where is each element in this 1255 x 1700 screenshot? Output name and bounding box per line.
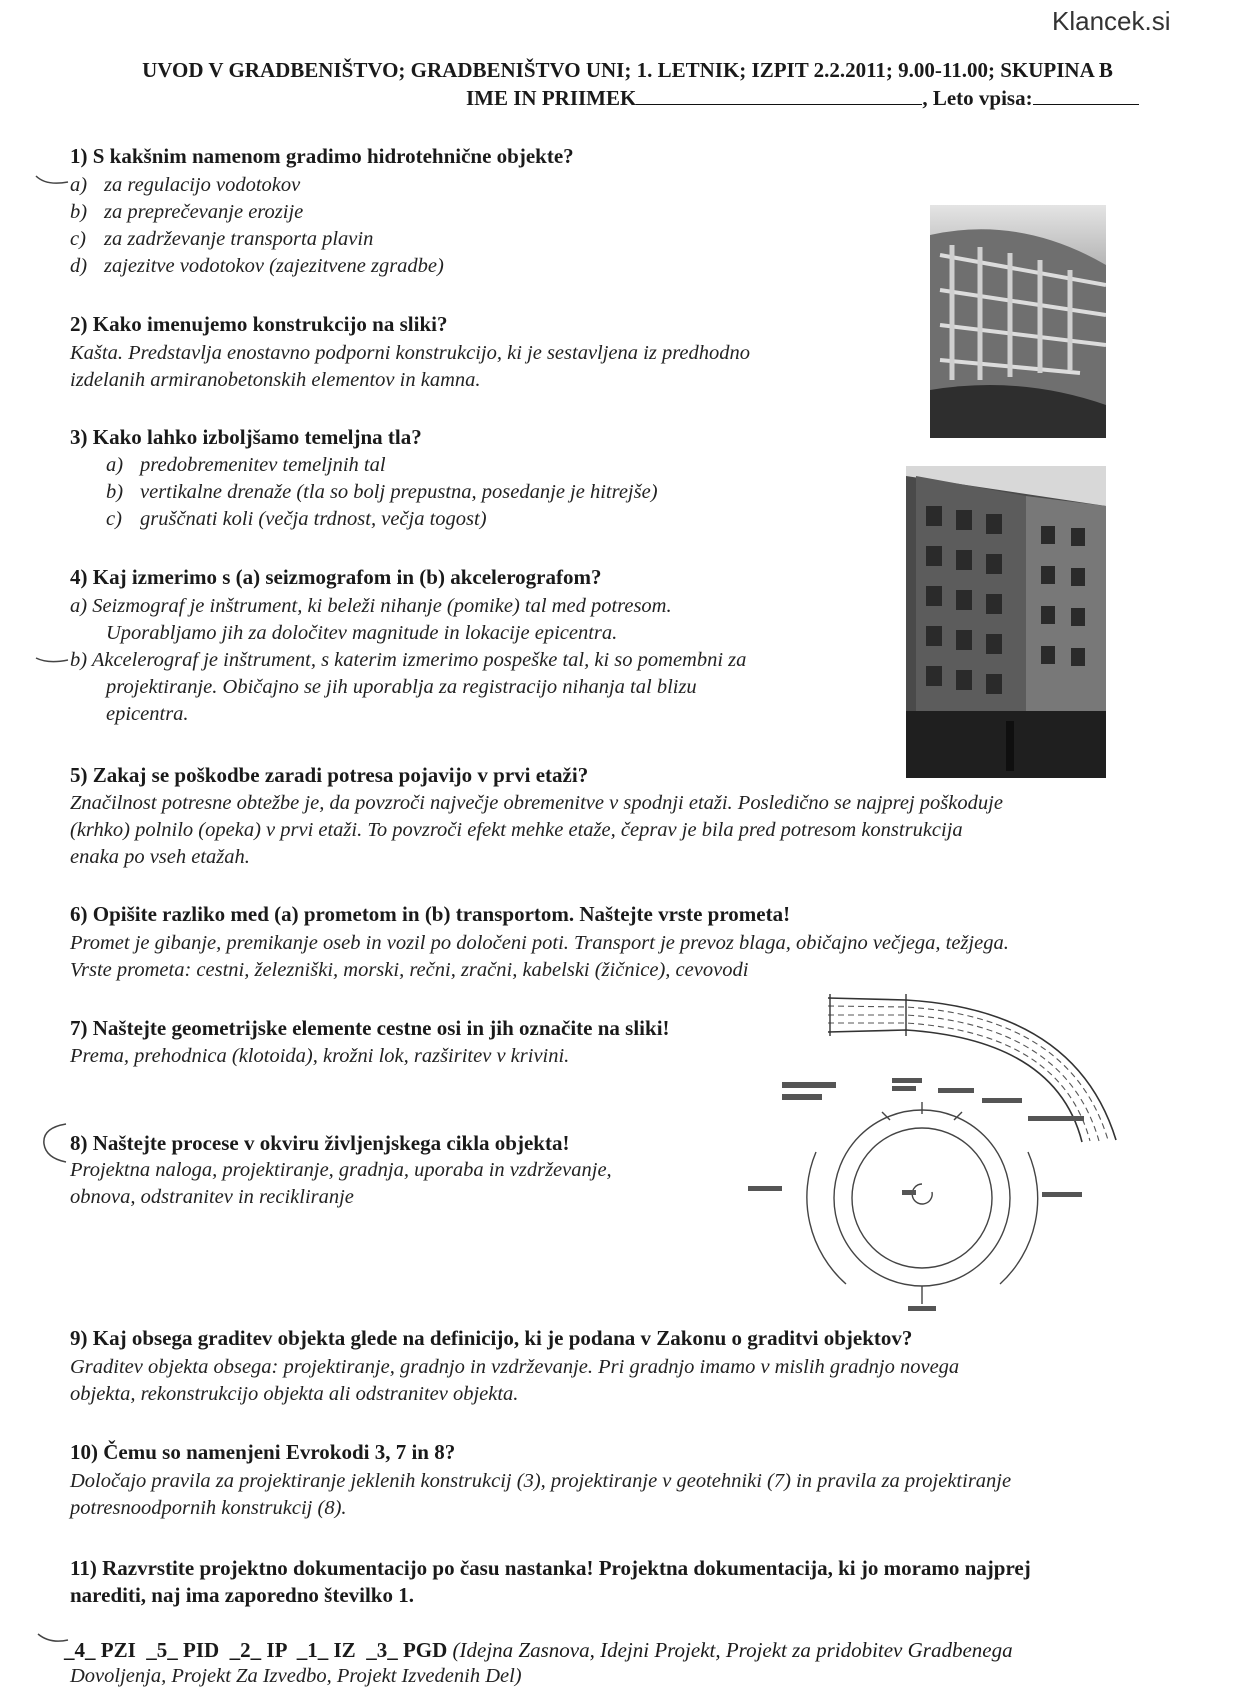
question-1-option: a) za regulacijo vodotokov	[70, 174, 301, 196]
question-4-title: 4) Kaj izmerimo s (a) seizmografom in (b) akcelerografom?	[70, 565, 602, 589]
question-1-option: d) zajezitve vodotokov (zajezitvene zgradbe)	[70, 255, 444, 277]
check-mark-icon	[36, 1118, 72, 1166]
retaining-wall-photo	[930, 205, 1106, 438]
question-4-answer-line: b) Akcelerograf je inštrument, s katerim izmerimo pospeške tal, ki so pomembni za	[70, 649, 747, 671]
year-blank	[1033, 86, 1139, 105]
exam-header-title: UVOD V GRADBENIŠTVO; GRADBENIŠTVO UNI; 1. LETNIK; IZPIT 2.2.2011; 9.00-11.00; SKUPINA B	[142, 58, 1113, 82]
question-3-option: c) gruščnati koli (večja trdnost, večja togost)	[106, 508, 487, 530]
question-10-answer-line: potresnoodpornih konstrukcij (8).	[70, 1497, 347, 1519]
question-9-answer-line: objekta, rekonstrukcijo objekta ali odstranitev objekta.	[70, 1383, 519, 1405]
question-11-title-cont: narediti, naj ima zaporedno številko 1.	[70, 1583, 414, 1607]
question-10-answer-line: Določajo pravila za projektiranje jeklenih konstrukcij (3), projektiranje v geotehniki (7) in pravila za projektiranje	[70, 1470, 1012, 1492]
name-line	[466, 86, 1139, 111]
question-1-title: 1) S kakšnim namenom gradimo hidrotehnične objekte?	[70, 144, 574, 168]
question-8-title: 8) Naštejte procese v okviru življenjskega cikla objekta!	[70, 1131, 570, 1155]
question-7-title: 7) Naštejte geometrijske elemente cestne osi in jih označite na sliki!	[70, 1016, 670, 1040]
question-3-title: 3) Kako lahko izboljšamo temeljna tla?	[70, 425, 422, 449]
building-photo	[906, 466, 1106, 778]
question-5-answer-line: Značilnost potresne obtežbe je, da povzroči največje obremenitve v spodnji etaži. Posledično se najprej poškoduje	[70, 792, 1003, 814]
name-label: IME IN PRIIMEK	[466, 86, 637, 110]
question-10-title: 10) Čemu so namenjeni Evrokodi 3, 7 in 8?	[70, 1440, 456, 1464]
check-mark-icon	[36, 1630, 72, 1650]
question-5-answer-line: enaka po vseh etažah.	[70, 846, 250, 868]
question-4-answer-line: projektiranje. Običajno se jih uporablja za registracijo nihanja tal blizu	[106, 676, 697, 698]
question-6-title: 6) Opišite razliko med (a) prometom in (b) transportom. Naštejte vrste prometa!	[70, 902, 791, 926]
name-blank	[636, 86, 922, 105]
watermark: Klancek.si	[1052, 6, 1171, 36]
question-9-answer-line: Graditev objekta obsega: projektiranje, gradnjo in vzdrževanje. Pri gradnjo imamo v mislih gradnjo novega	[70, 1356, 960, 1378]
question-1-option: c) za zadrževanje transporta plavin	[70, 228, 374, 250]
question-4-answer-line: Uporabljamo jih za določitev magnitude in lokacije epicentra.	[106, 622, 618, 644]
life-cycle-diagram	[742, 1072, 1098, 1312]
question-2-answer-line: izdelanih armiranobetonskih elementov in kamna.	[70, 369, 481, 391]
question-8-answer-line: obnova, odstranitev in recikliranje	[70, 1186, 354, 1208]
question-5-title: 5) Zakaj se poškodbe zaradi potresa pojavijo v prvi etaži?	[70, 763, 589, 787]
question-9-title: 9) Kaj obsega graditev objekta glede na definicijo, ki je podana v Zakonu o graditvi objektov?	[70, 1326, 913, 1350]
question-4-answer-line: epicentra.	[106, 703, 189, 725]
question-4-answer-line: a) Seizmograf je inštrument, ki beleži nihanje (pomike) tal med potresom.	[70, 595, 672, 617]
question-6-answer-line: Vrste prometa: cestni, železniški, morski, rečni, zračni, kabelski (žičnice), cevovodi	[70, 959, 749, 981]
question-8-answer-line: Projektna naloga, projektiranje, gradnja, uporaba in vzdrževanje,	[70, 1159, 612, 1181]
question-1-option: b) za preprečevanje erozije	[70, 201, 304, 223]
question-3-option: a) predobremenitev temeljnih tal	[106, 454, 386, 476]
question-2-answer-line: Kašta. Predstavlja enostavno podporni konstrukcijo, ki je sestavljena iz predhodno	[70, 342, 751, 364]
question-11-answer-line: Dovoljenja, Projekt Za Izvedbo, Projekt Izvedenih Del)	[70, 1665, 522, 1687]
question-6-answer-line: Promet je gibanje, premikanje oseb in vozil po določeni poti. Transport je prevoz blaga, običajno večjega, težjega.	[70, 932, 1009, 954]
question-11-title: 11) Razvrstite projektno dokumentacijo po času nastanka! Projektna dokumentacija, ki jo moramo najprej	[70, 1556, 1031, 1580]
year-label: , Leto vpisa:	[922, 86, 1033, 110]
question-11-explanation: (Idejna Zasnova, Idejni Projekt, Projekt za pridobitev Gradbenega	[447, 1638, 1013, 1662]
check-mark-icon	[34, 170, 74, 190]
question-11-answer	[64, 1638, 1013, 1663]
question-3-option: b) vertikalne drenaže (tla so bolj prepustna, posedanje je hitrejše)	[106, 481, 658, 503]
check-mark-icon	[34, 650, 74, 670]
question-11-ordering: _4_ PZI _5_ PID _2_ IP _1_ IZ _3_ PGD	[64, 1638, 448, 1662]
question-5-answer-line: (krhko) polnilo (opeka) v prvi etaži. To povzroči efekt mehke etaže, čeprav je bila pred potresom konstrukcija	[70, 819, 963, 841]
question-7-answer-line: Prema, prehodnica (klotoida), krožni lok, razširitev v krivini.	[70, 1045, 570, 1067]
question-2-title: 2) Kako imenujemo konstrukcijo na sliki?	[70, 312, 448, 336]
